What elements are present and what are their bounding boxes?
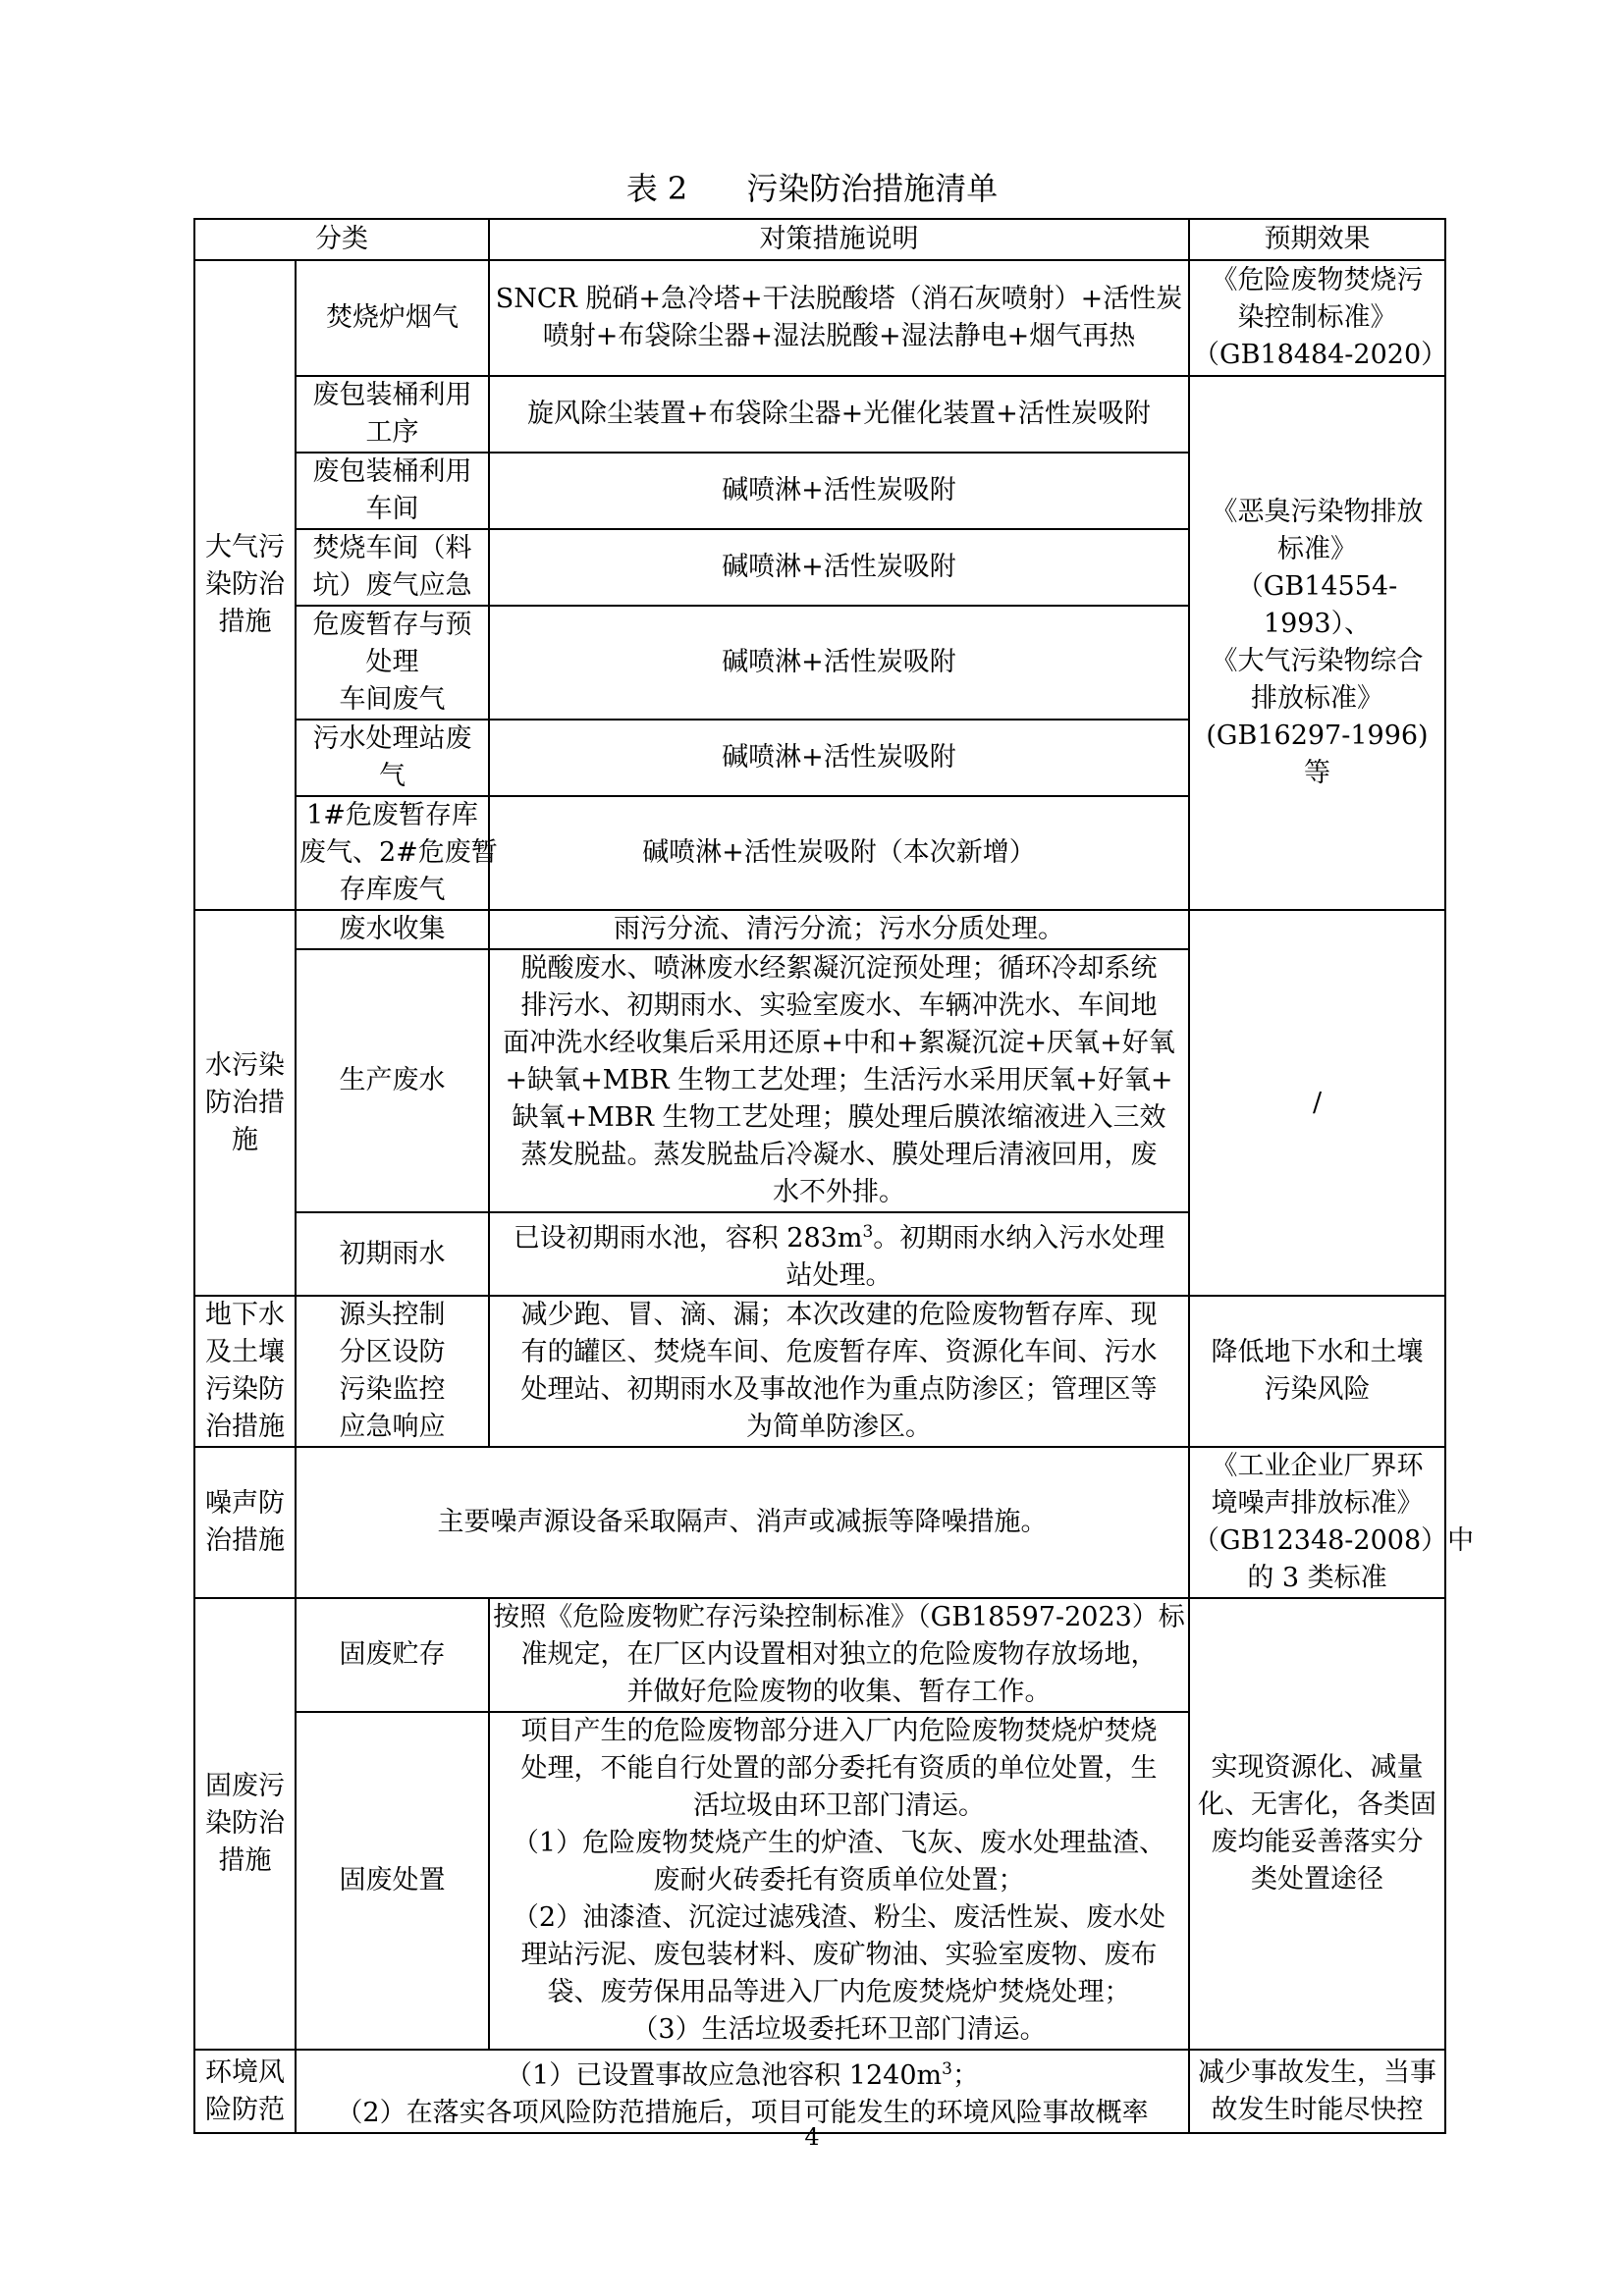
table-caption: [0, 169, 1624, 208]
header-row: [194, 219, 1445, 260]
noise-category: 噪声防 治措施: [194, 1447, 296, 1598]
solid-category: 固废污 染防治 措施: [194, 1598, 296, 2050]
air-sub: 焚烧炉烟气: [296, 260, 489, 376]
solid-effect: 实现资源化、减量 化、无害化，各类固 废均能妥善落实分 类处置途径: [1189, 1598, 1445, 2050]
table-row: [194, 910, 1445, 949]
header-effect: 预期效果: [1189, 219, 1445, 260]
noise-measure: 主要噪声源设备采取隔声、消声或减振等降噪措施。: [296, 1447, 1189, 1598]
ground-category: 地下水 及土壤 污染防 治措施: [194, 1296, 296, 1447]
risk-measure: （1）已设置事故应急池容积 $1240m^3$； （2）在落实各项风险防范措施后，项目可能发生的环境风险事故概率: [296, 2050, 1189, 2133]
risk-category: 环境风 险防范: [194, 2050, 296, 2133]
table-title: 污染防治措施清单: [746, 170, 999, 207]
air-category: 大气污 染防治 措施: [194, 260, 296, 910]
air-sub: 焚烧车间（料 坑）废气应急: [296, 529, 489, 606]
table-row: [194, 260, 1445, 376]
table-row: [194, 1447, 1445, 1598]
table-row: [194, 1598, 1445, 1712]
table-row: [194, 1296, 1445, 1447]
air-measure: 碱喷淋+活性炭吸附: [489, 720, 1189, 796]
pollution-control-table: [193, 218, 1475, 2134]
water-sub: 废水收集: [296, 910, 489, 949]
table-row: [194, 376, 1445, 453]
header-category: 分类: [194, 219, 489, 260]
solid-measure: 按照《危险废物贮存污染控制标准》（GB18597-2023）标 准规定，在厂区内设置相对独立的危险废物存放场地， 并做好危险废物的收集、暂存工作。: [489, 1598, 1189, 1712]
ground-effect: 降低地下水和土壤 污染风险: [1189, 1296, 1445, 1447]
air-effect-2: 《恶臭污染物排放 标准》 （GB14554-1993）、 《大气污染物综合 排放标准》 (GB16297-1996)等: [1189, 376, 1445, 910]
water-sub: 生产废水: [296, 949, 489, 1212]
water-category: 水污染 防治措 施: [194, 910, 296, 1296]
water-measure: 已设初期雨水池，容积 $283m^3$。初期雨水纳入污水处理 站处理。: [489, 1212, 1189, 1296]
ground-measure: 减少跑、冒、滴、漏；本次改建的危险废物暂存库、现 有的罐区、焚烧车间、危废暂存库、资源化车间、污水 处理站、初期雨水及事故池作为重点防渗区；管理区等 为简单防渗区。: [489, 1296, 1189, 1447]
water-effect: /: [1189, 910, 1445, 1296]
table-number: 表 2: [625, 170, 688, 207]
air-sub: 危废暂存与预 处理 车间废气: [296, 606, 489, 720]
air-measure: 旋风除尘装置+布袋除尘器+光催化装置+活性炭吸附: [489, 376, 1189, 453]
solid-sub: 固废贮存: [296, 1598, 489, 1712]
air-measure: 碱喷淋+活性炭吸附: [489, 606, 1189, 720]
header-measures: 对策措施说明: [489, 219, 1189, 260]
water-measure: 脱酸废水、喷淋废水经絮凝沉淀预处理；循环冷却系统 排污水、初期雨水、实验室废水、车辆冲洗水、车间地 面冲洗水经收集后采用还原+中和+絮凝沉淀+厌氧+好氧 +缺氧+MBR 生物工艺处理；生活污水采用厌氧+好氧+ 缺氧+MBR 生物工艺处理；膜处理后膜浓缩液进入三效 蒸发脱盐。蒸发脱盐后冷凝水、膜处理后清液回用，废 水不外排。: [489, 949, 1189, 1212]
solid-measure: 项目产生的危险废物部分进入厂内危险废物焚烧炉焚烧 处理，不能自行处置的部分委托有资质的单位处置，生 活垃圾由环卫部门清运。 （1）危险废物焚烧产生的炉渣、飞灰、废水处理盐渣、 废耐火砖委托有资质单位处置； （2）油漆渣、沉淀过滤残渣、粉尘、废活性炭、废水处 理站污泥、废包装材料、废矿物油、实验室废物、废布 袋、废劳保用品等进入厂内危废焚烧炉焚烧处理； （3）生活垃圾委托环卫部门清运。: [489, 1712, 1189, 2050]
ground-sub: 源头控制 分区设防 污染监控 应急响应: [296, 1296, 489, 1447]
noise-effect: 《工业企业厂界环 境噪声排放标准》 （GB12348-2008）中 的 3 类标准: [1189, 1447, 1445, 1598]
air-measure: 碱喷淋+活性炭吸附: [489, 453, 1189, 529]
risk-effect: 减少事故发生，当事 故发生时能尽快控: [1189, 2050, 1445, 2133]
air-measure: 碱喷淋+活性炭吸附（本次新增）: [489, 796, 1189, 910]
air-sub: 1#危废暂存库 废气、2#危废暂 存库废气: [296, 796, 489, 910]
air-sub: 废包装桶利用 工序: [296, 376, 489, 453]
solid-sub: 固废处置: [296, 1712, 489, 2050]
page-number: 4: [804, 2123, 820, 2151]
air-measure: 碱喷淋+活性炭吸附: [489, 529, 1189, 606]
table-row: [194, 2050, 1445, 2133]
water-sub: 初期雨水: [296, 1212, 489, 1296]
air-measure: SNCR 脱硝+急冷塔+干法脱酸塔（消石灰喷射）+活性炭 喷射+布袋除尘器+湿法脱酸+湿法静电+烟气再热: [489, 260, 1189, 376]
air-effect-1: 《危险废物焚烧污 染控制标准》 （GB18484-2020）: [1189, 260, 1445, 376]
air-sub: 污水处理站废 气: [296, 720, 489, 796]
air-sub: 废包装桶利用 车间: [296, 453, 489, 529]
water-measure: 雨污分流、清污分流；污水分质处理。: [489, 910, 1189, 949]
